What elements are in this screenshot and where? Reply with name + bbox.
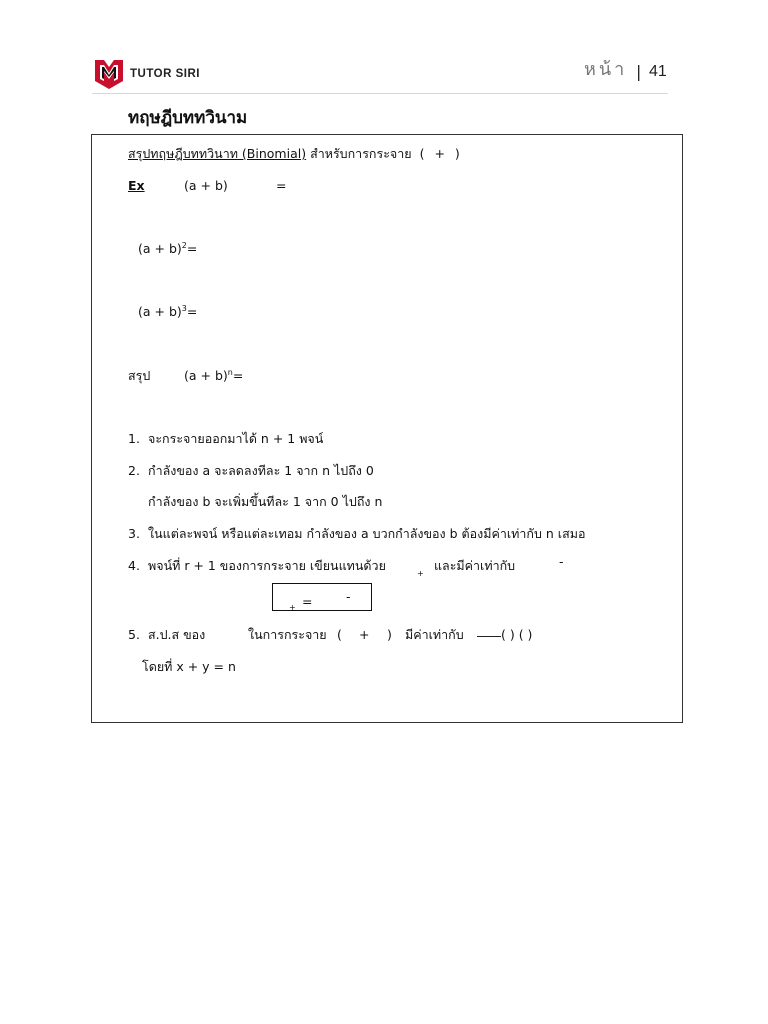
- rule-5-paren-close: ): [387, 627, 392, 642]
- rule-5-number: 5.: [128, 627, 140, 642]
- rule-5-text: ส.ป.ส ของ: [148, 627, 206, 642]
- example-equals: =: [276, 178, 287, 193]
- summary-heading-underlined: สรุปทฤษฎีบททวินาท (Binomial): [128, 146, 307, 161]
- cube-exponent: 3: [181, 303, 187, 313]
- page-label: หน้า: [584, 59, 628, 80]
- rule-2-text: กำลังของ a จะลดลงทีละ 1 จาก n ไปถึง 0: [148, 463, 374, 478]
- rule-3-number: 3.: [128, 526, 140, 541]
- rule-5-parens: ( ) ( ): [501, 627, 533, 642]
- conclusion-label: สรุป: [128, 368, 151, 383]
- tutor-siri-logo: [92, 57, 126, 91]
- rule-2-continuation: กำลังของ b จะเพิ่มขึ้นทีละ 1 จาก 0 ไปถึง n: [148, 494, 383, 509]
- square-expression: [138, 241, 197, 257]
- term-formula-box: [272, 583, 372, 611]
- general-base: (a + b): [184, 368, 228, 383]
- rule-5-plus: +: [359, 627, 370, 642]
- rule-5-middle: ในการกระจาย: [248, 627, 327, 642]
- rule-4-number: 4.: [128, 558, 140, 573]
- box-equals: =: [302, 594, 313, 609]
- section-title: ทฤษฎีบททวินาม: [128, 108, 248, 128]
- rule-1-number: 1.: [128, 431, 140, 446]
- paren-close: ): [454, 146, 460, 161]
- plus-sign: +: [434, 146, 445, 161]
- general-expression: [184, 368, 243, 384]
- rule-2-number: 2.: [128, 463, 140, 478]
- rule-3-text: ในแต่ละพจน์ หรือแต่ละเทอม กำลังของ a บวกกำลังของ b ต้องมีค่าเท่ากับ n เสมอ: [148, 526, 586, 541]
- summary-heading: [128, 146, 460, 162]
- box-subscript: +: [289, 603, 296, 612]
- rule-1-text: จะกระจายออกมาได้ n + 1 พจน์: [148, 431, 324, 446]
- cube-equals: =: [186, 304, 198, 319]
- cube-expression: [138, 304, 197, 320]
- example-expression: (a + b): [184, 178, 228, 193]
- page-number: 41: [649, 63, 667, 80]
- paren-open: (: [419, 146, 425, 161]
- rule-4-rest: และมีค่าเท่ากับ: [434, 558, 516, 573]
- square-base: (a + b): [138, 241, 182, 256]
- rule-4-dash: -: [559, 554, 564, 569]
- summary-heading-rest: สำหรับการกระจาย: [310, 146, 412, 161]
- page-separator: |: [636, 62, 642, 81]
- rule-4-subscript: +: [417, 569, 424, 578]
- box-dash: -: [346, 589, 351, 604]
- rule-5-rest: มีค่าเท่ากับ: [405, 627, 464, 642]
- square-equals: =: [186, 241, 198, 256]
- cube-base: (a + b): [138, 304, 182, 319]
- general-exponent: n: [227, 367, 233, 377]
- rule-5-condition: โดยที่ x + y = n: [142, 659, 236, 674]
- rule-4-text: พจน์ที่ r + 1 ของการกระจาย เขียนแทนด้วย: [148, 558, 386, 573]
- square-exponent: 2: [181, 240, 187, 250]
- brand-name: TUTOR SIRI: [130, 68, 200, 80]
- header-divider: [92, 93, 668, 94]
- example-label: Ex: [128, 178, 145, 193]
- fraction-line: [477, 636, 501, 637]
- rule-5-paren-open: (: [337, 627, 342, 642]
- general-equals: =: [232, 368, 244, 383]
